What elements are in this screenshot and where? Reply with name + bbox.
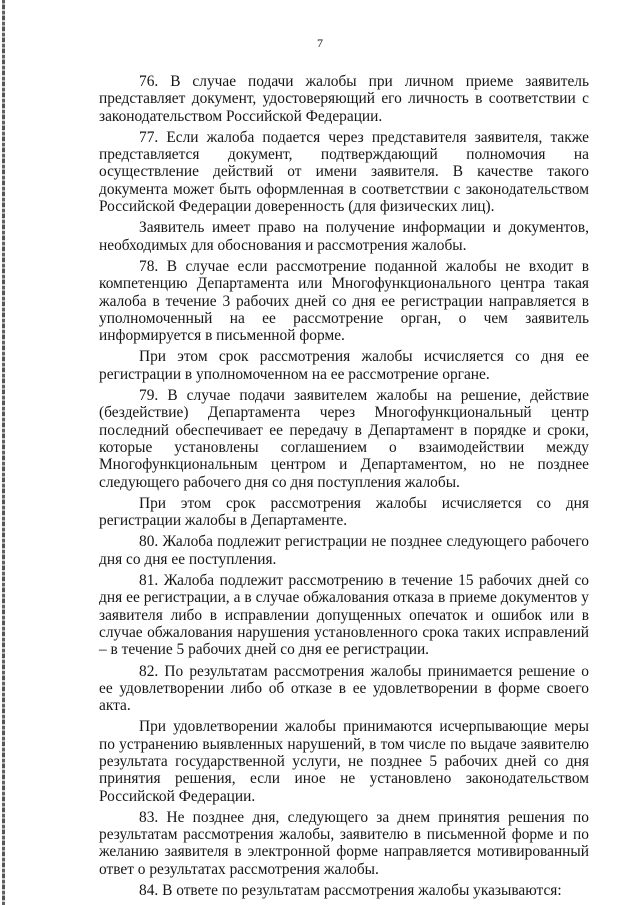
paragraph-81: 81. Жалоба подлежит рассмотрению в течение 15 рабочих дней со дня ее регистрации, а в случае обжалования отказа в приеме документов у заявителя либо в исправлении допущенных опечаток и ошибок или в случае обжалования нарушения установленного срока таких исправлений – в течение 5 рабочих дней со дня ее регистрации.	[99, 572, 589, 659]
paragraph-78-term: При этом срок рассмотрения жалобы исчисляется со дня ее регистрации в уполномоченном на ее рассмотрение органе.	[99, 348, 589, 383]
paragraph-80: 80. Жалоба подлежит регистрации не позднее следующего рабочего дня со дня ее поступления.	[99, 533, 589, 568]
paragraph-84: 84. В ответе по результатам рассмотрения жалобы указываются:	[139, 882, 562, 900]
paragraph-83: 83. Не позднее дня, следующего за днем принятия решения по результатам рассмотрения жалобы, заявителю в письменной форме и по желанию заявителя в электронной форме направляется мотивированный ответ о результатах рассмотрения жалобы.	[99, 808, 589, 878]
paragraph-78: 78. В случае если рассмотрение поданной жалобы не входит в компетенцию Департамента или Многофункционального центра такая жалоба в течение 3 рабочих дней со дня ее регистрации направляется в уполномоченный на ее рассмотрение орган, о чем заявитель информируется в письменной форме.	[99, 257, 589, 345]
scan-binding-edge	[2, 0, 5, 905]
page-number: 7	[317, 36, 323, 50]
paragraph-82-satisfaction: При удовлетворении жалобы принимаются исчерпывающие меры по устранению выявленных нарушений, в том числе по выдаче заявителю результата государственной услуги, не позднее 5 рабочих дней со дня принятия решения, если иное не установлено законодательством Российской Федерации.	[99, 718, 589, 805]
paragraph-77: 77. Если жалоба подается через представителя заявителя, также представляется документ, подтверждающий полномочия на осуществление действий от имени заявителя. В качестве такого документа может быть оформленная в соответствии с законодательством Российской Федерации доверенность (для физических лиц).	[99, 128, 589, 216]
paragraph-79-term: При этом срок рассмотрения жалобы исчисляется со дня регистрации жалобы в Департаменте.	[99, 494, 589, 530]
paragraph-76: 76. В случае подачи жалобы при личном приеме заявитель представляет документ, удостоверяющий его личность в соответствии с законодательством Российской Федерации.	[99, 73, 589, 125]
paragraph-77-applicant-rights: Заявитель имеет право на получение информации и документов, необходимых для обоснования и рассмотрения жалобы.	[99, 219, 589, 254]
document-body	[99, 73, 589, 903]
paragraph-82: 82. По результатам рассмотрения жалобы принимается решение о ее удовлетворении либо об отказе в ее удовлетворении в форме своего акта.	[99, 662, 589, 715]
paragraph-79: 79. В случае подачи заявителем жалобы на решение, действие (бездействие) Департамента через Многофункциональный центр последний обеспечивает ее передачу в Департамент в порядке и сроки, которые установлены соглашением о взаимодействии между Многофункциональным центром и Департаментом, но не позднее следующего рабочего дня со дня поступления жалобы.	[99, 387, 589, 491]
